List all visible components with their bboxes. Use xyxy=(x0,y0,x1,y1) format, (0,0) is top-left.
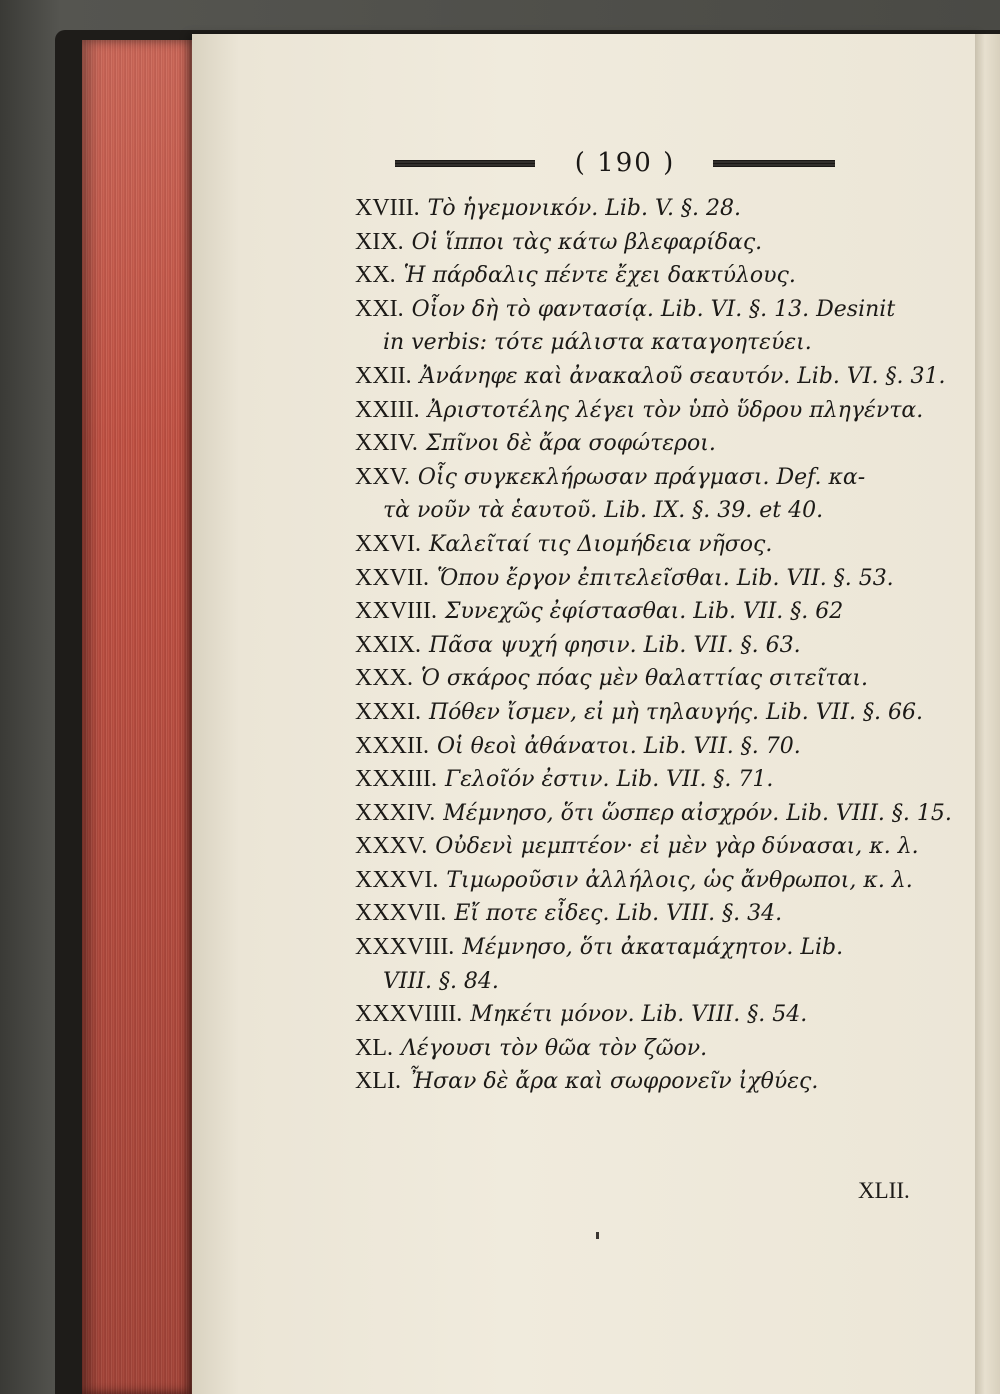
entry-text: Οἱ ἵπποι τὰς κάτω βλεφαρίδας. xyxy=(411,229,763,255)
list-item xyxy=(355,595,935,629)
list-item xyxy=(355,662,935,696)
entry-text: Μηκέτι μόνον. Lib. VIII. §. 54. xyxy=(470,1002,808,1028)
list-item xyxy=(355,461,935,528)
entry-text: Ἦσαν δὲ ἄρα καὶ σωφρονεῖν ἰχθύες. xyxy=(408,1069,819,1095)
entry-text: Μέμνησο, ὅτι ὥσπερ αἰσχρόν. Lib. VIII. §. 15. xyxy=(443,800,952,826)
list-item xyxy=(355,797,952,831)
page-edges xyxy=(82,40,194,1394)
list-item xyxy=(355,528,935,562)
entry-line xyxy=(355,931,935,965)
entry-line xyxy=(355,595,935,629)
entry-text: Μέμνησο, ὅτι ἀκαταμάχητον. Lib. xyxy=(462,935,844,961)
list-item xyxy=(355,998,935,1032)
entry-text: Ἀριστοτέλης λέγει τὸν ὑπὸ ὕδρου πληγέντα. xyxy=(427,397,924,423)
list-item xyxy=(355,360,946,394)
entry-text: Λέγουσι τὸν θῶα τὸν ζῶον. xyxy=(401,1035,708,1061)
entry-text: Συνεχῶς ἐφίστασθαι. Lib. VII. §. 62 xyxy=(444,599,844,625)
entry-number: XIX. xyxy=(355,228,404,255)
entry-line xyxy=(355,830,935,864)
entry-line xyxy=(355,427,935,461)
entry-number: XXXVII. xyxy=(355,900,447,927)
entry-line xyxy=(355,1065,935,1099)
page-gutter xyxy=(975,34,1000,1394)
entry-number: XX. xyxy=(355,262,396,289)
entry-line xyxy=(355,864,935,898)
list-item xyxy=(355,293,935,360)
entry-continuation: τὰ νοῦν τὰ ἑαυτοῦ. Lib. IX. §. 39. et 40. xyxy=(383,498,824,524)
entry-line xyxy=(355,528,935,562)
list-item xyxy=(355,931,935,998)
entry-text: Καλεῖταί τις Διομήδεια νῆσος. xyxy=(429,531,773,557)
entry-list xyxy=(355,192,952,1099)
entry-line xyxy=(355,226,935,260)
entry-number: XXXIV. xyxy=(355,799,436,826)
entry-line xyxy=(355,562,935,596)
header-rule-right xyxy=(713,160,835,167)
entry-text: Ὅπου ἔργον ἐπιτελεῖσθαι. Lib. VII. §. 53. xyxy=(436,565,894,591)
entry-number: XXVII. xyxy=(355,564,429,591)
entry-text: Πόθεν ἴσμεν, εἰ μὴ τηλαυγής. Lib. VII. §. 66. xyxy=(429,699,923,725)
entry-number: XLI. xyxy=(355,1068,401,1095)
list-item xyxy=(355,192,935,226)
entry-line xyxy=(355,662,935,696)
list-item xyxy=(355,1065,935,1099)
entry-number: XXIV. xyxy=(355,430,418,457)
entry-text: Ἀνάνηφε καὶ ἀνακαλοῦ σεαυτόν. Lib. VI. §. 31. xyxy=(419,363,946,389)
entry-text: Οἷον δὴ τὸ φαντασίᾳ. Lib. VI. §. 13. Desinit xyxy=(411,296,896,322)
entry-number: XXXVI. xyxy=(355,866,439,893)
catchword: XLII. xyxy=(858,1178,910,1203)
entry-line xyxy=(355,998,935,1032)
entry-text: Οἷς συγκεκλήρωσαν πράγμασι. Def. κα- xyxy=(417,464,866,490)
list-item xyxy=(355,864,935,898)
list-item xyxy=(355,1032,935,1066)
entry-number: XXXV. xyxy=(355,833,428,860)
entry-line xyxy=(355,897,935,931)
entry-number: XXX. xyxy=(355,665,413,692)
entry-line xyxy=(355,394,935,428)
entry-continuation: in verbis: τότε μάλιστα καταγοητεύει. xyxy=(383,330,812,356)
entry-line xyxy=(355,696,935,730)
list-item xyxy=(355,696,935,730)
entry-number: XXXVIIII. xyxy=(355,1001,463,1028)
entry-line xyxy=(355,461,935,495)
entry-line xyxy=(355,1032,935,1066)
entry-text: Τὸ ἡγεμονικόν. Lib. V. §. 28. xyxy=(427,196,741,221)
entry-line xyxy=(355,360,946,394)
entry-line xyxy=(355,629,935,663)
entry-line xyxy=(355,259,935,293)
entry-number: XXXII. xyxy=(355,732,429,759)
list-item xyxy=(355,629,935,663)
ink-mark xyxy=(596,1232,599,1239)
page-number: ( 190 ) xyxy=(574,148,676,178)
header-rule-left xyxy=(395,160,535,167)
entry-number: XXIX. xyxy=(355,631,421,658)
page-header xyxy=(395,148,840,178)
entry-line xyxy=(355,763,935,797)
entry-number: XXVI. xyxy=(355,530,421,557)
entry-number: XVIII. xyxy=(355,195,420,221)
entry-number: XXXI. xyxy=(355,698,421,725)
list-item xyxy=(355,830,935,864)
list-item xyxy=(355,394,935,428)
entry-number: XL. xyxy=(355,1034,393,1061)
entry-text: Οὐδενὶ μεμπτέον· εἰ μὲν γὰρ δύνασαι, κ. λ. xyxy=(435,834,919,860)
entry-number: XXXVIII. xyxy=(355,934,455,961)
entry-number: XXV. xyxy=(355,463,410,490)
entry-number: XXIII. xyxy=(355,396,420,423)
entry-line xyxy=(355,192,935,226)
entry-text: Τιμωροῦσιν ἀλλήλοις, ὡς ἄνθρωποι, κ. λ. xyxy=(446,867,913,893)
entry-number: XXVIII. xyxy=(355,598,437,625)
entry-text: Οἱ θεοὶ ἀθάνατοι. Lib. VII. §. 70. xyxy=(436,733,801,759)
entry-text: Πᾶσα ψυχή φησιν. Lib. VII. §. 63. xyxy=(429,632,801,658)
entry-line xyxy=(355,293,935,327)
entry-line xyxy=(355,730,935,764)
entry-text: Εἴ ποτε εἶδες. Lib. VIII. §. 34. xyxy=(454,901,783,927)
entry-text: Γελοῖόν ἐστιν. Lib. VII. §. 71. xyxy=(444,767,774,793)
list-item xyxy=(355,763,935,797)
entry-text: Ὁ σκάρος πόας μὲν θαλαττίας σιτεῖται. xyxy=(421,666,868,692)
entry-text: Ἡ πάρδαλις πέντε ἔχει δακτύλους. xyxy=(403,263,796,289)
list-item xyxy=(355,730,935,764)
list-item xyxy=(355,259,935,293)
entry-text: Σπῖνοι δὲ ἄρα σοφώτεροι. xyxy=(425,431,716,457)
entry-line xyxy=(355,797,952,831)
entry-number: XXII. xyxy=(355,362,412,389)
list-item xyxy=(355,226,935,260)
entry-continuation: VIII. §. 84. xyxy=(383,968,499,994)
entry-number: XXI. xyxy=(355,295,404,322)
list-item xyxy=(355,427,935,461)
list-item xyxy=(355,562,935,596)
list-item xyxy=(355,897,935,931)
entry-number: XXXIII. xyxy=(355,766,437,793)
